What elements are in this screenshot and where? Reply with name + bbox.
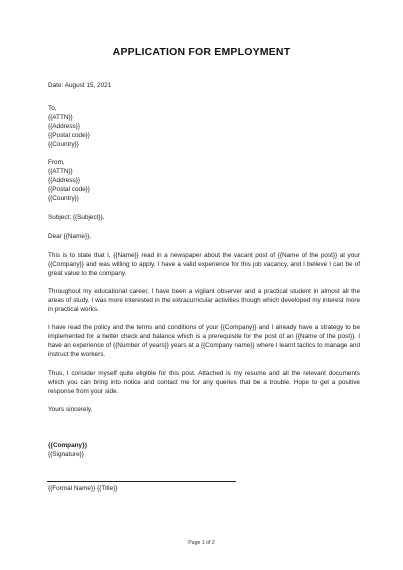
signature-block: [48, 441, 360, 459]
formal-name-title: {{Formal Name}} {{Title}}: [48, 485, 118, 492]
to-attn: {{ATTN}}: [48, 114, 73, 122]
signature-placeholder: {{Signature}}: [48, 451, 84, 459]
page-number: Page 1 of 2: [188, 540, 215, 546]
to-label: To,: [48, 105, 57, 112]
from-label: From,: [48, 159, 65, 166]
document-title: APPLICATION FOR EMPLOYMENT: [112, 46, 291, 58]
signature-company: {{Company}}: [48, 442, 88, 449]
to-country: {{Country}}: [48, 141, 79, 149]
signature-rule: [47, 481, 236, 482]
date-line: Date: August 15, 2021: [48, 82, 112, 89]
from-attn: {{ATTN}}: [48, 168, 73, 176]
paragraph-1: This is to state that I, {{Name}} read in a newspaper about the vacant post of {{Name of the post}} at your {{Company}} and was willing to apply. I have a valid experience for this job vacancy, and I believe I can be of great value to the company.: [48, 252, 360, 278]
from-address: {{Address}}: [48, 177, 80, 185]
closing-line: Yours sincerely,: [48, 406, 93, 413]
to-postal-code: {{Postal code}}: [48, 132, 90, 140]
recipient-block: [48, 104, 360, 149]
to-address: {{Address}}: [48, 123, 80, 131]
sender-block: [48, 158, 360, 203]
from-country: {{Country}}: [48, 195, 79, 203]
paragraph-4: Thus, I consider myself quite eligible for this post. Attached is my resume and all the relevant documents which you can bring into notice and contact me for any queries that be a trouble. Hope to get a positive response from your side.: [48, 370, 360, 396]
paragraph-2: Throughout my educational career, I have been a vigilant observer and a practical student in almost all the areas of study. I was more interested in the extracurricular activities though which developed my interest more in practical works.: [48, 288, 360, 314]
paragraph-3: I have read the policy and the terms and conditions of your {{Company}} and I already have a strategy to be implemented for a better check and balance which is a prerequisite for the post of an {{Name of the post}}. I have an experience of {{Number of years}} years at a {{Company name}} where I learnt tactics to manage and instruct the workers.: [48, 324, 360, 359]
salutation: Dear {{Name}},: [48, 233, 91, 240]
from-postal-code: {{Postal code}}: [48, 186, 90, 194]
subject-line: Subject: {{Subject}},: [48, 214, 105, 221]
